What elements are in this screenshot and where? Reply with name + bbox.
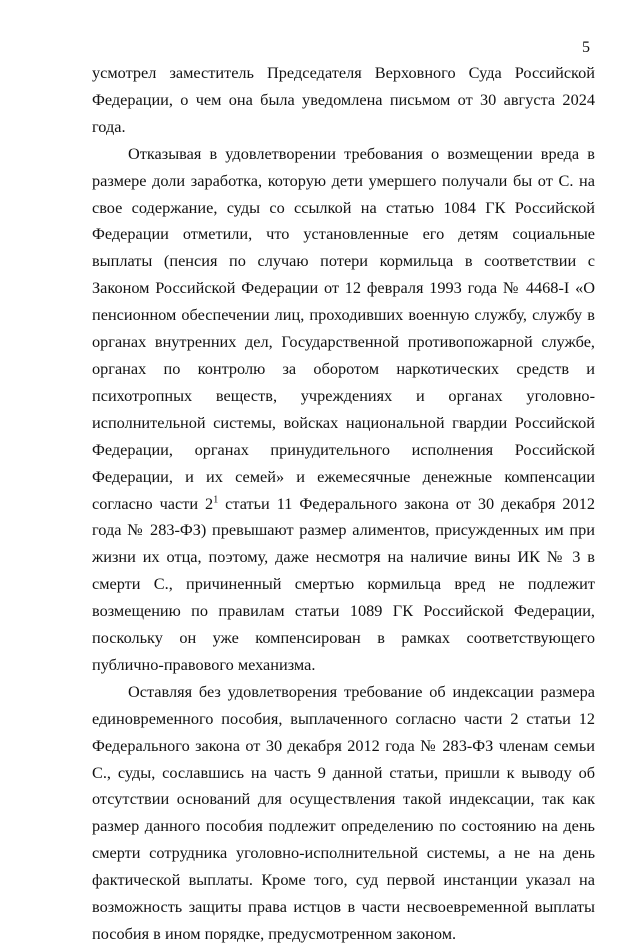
paragraph-3 bbox=[92, 679, 595, 948]
paragraph-1 bbox=[92, 60, 595, 141]
page-number: 5 bbox=[582, 39, 590, 56]
paragraph-1-text: усмотрел заместитель Председателя Верховного Суда Российской Федерации, о чем она была уведомлена письмом от 30 августа 2024 года. bbox=[92, 63, 595, 136]
paragraph-3-text: Оставляя без удовлетворения требование об индексации размера единовременного пособия, выплаченного согласно части 2 статьи 12 Федерального закона от 30 декабря 2012 года № 283-ФЗ членам семьи С., суды, сославшись на часть 9 данной статьи, пришли к выводу об отсутствии оснований для осуществления такой индексации, так как размер данного пособия подлежит определению по состоянию на день смерти сотрудника уголовно-исполнительной системы, а не на день фактической выплаты. Кроме того, суд первой инстанции указал на возможность защиты права истцов в части несвоевременной выплаты пособия в ином порядке, предусмотренном законом. bbox=[92, 681, 595, 943]
paragraph-2-text-part-2: статьи 11 Федерального закона от 30 декабря 2012 года № 283-ФЗ) превышают размер алиментов, присужденных им при жизни их отца, поэтому, даже несмотря на наличие вины ИК № 3 в смерти С., причиненный смертью кормильца вред не подлежит возмещению по правилам статьи 1089 ГК Российской Федерации, поскольку он уже компенсирован в рамках соответствующего публично-правового механизма. bbox=[92, 493, 595, 674]
paragraph-2 bbox=[92, 141, 595, 679]
paragraph-2-text-part-1: Отказывая в удовлетворении требования о возмещении вреда в размере доли заработка, которую дети умершего получали бы от С. на свое содержание, суды со ссылкой на статью 1084 ГК Российской Федерации отметили, что установленные его детям социальные выплаты (пенсия по случаю потери кормильца в соответствии с Законом Российской Федерации от 12 февраля 1993 года № 4468-I «О пенсионном обеспечении лиц, проходивших военную службу, службу в органах внутренних дел, Государственной противопожарной службе, органах по контролю за оборотом наркотических средств и психотропных веществ, учреждениях и органах уголовно-исполнительной системы, войсках национальной гвардии Российской Федерации, органах принудительного исполнения Российской Федерации, и их семей» и ежемесячные денежные компенсации согласно части 2 bbox=[92, 143, 595, 513]
document-body bbox=[92, 60, 595, 948]
superscript-footnote: 1 bbox=[213, 494, 219, 506]
